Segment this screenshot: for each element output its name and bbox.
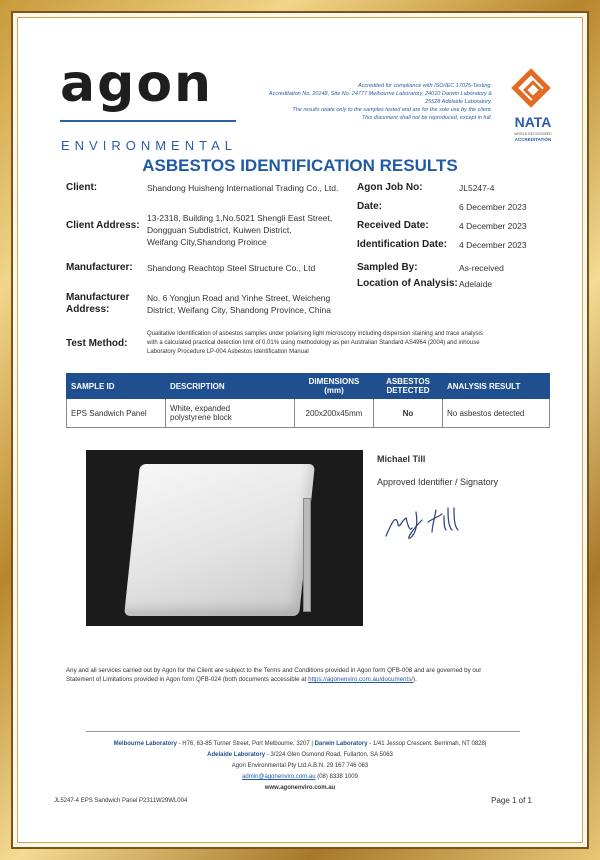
ruler-image (303, 498, 311, 612)
logo-word: agon (60, 54, 214, 114)
date-value: 6 December 2023 (459, 202, 527, 212)
description-line: White, expanded (170, 404, 231, 413)
nata-logo (507, 70, 559, 150)
client-label: Client: (66, 182, 98, 193)
foam-block-image (124, 464, 315, 616)
signature-image (382, 502, 472, 542)
header-analysis-result: ANALYSIS RESULT (443, 374, 550, 399)
accred-line: Accredited for compliance with ISO/IEC 17025-Testing. (357, 83, 492, 89)
manufacturer-address-line: District, Weifang City, Shandong Province, China (147, 305, 331, 315)
page-number: Page 1 of 1 (491, 796, 532, 805)
client-address-line: 13-2318, Building 1,No.5021 Shengli East Street, (147, 213, 333, 223)
job-no-value: JL5247-4 (459, 183, 495, 193)
client-address-line: Weifang City,Shandong Proince (147, 237, 267, 247)
location-value: Adelaide (459, 279, 493, 289)
logo-subtitle: ENVIRONMENTAL (61, 138, 237, 153)
received-date-label: Received Date: (357, 220, 429, 231)
cell-description (166, 399, 295, 428)
results-table (66, 373, 550, 428)
job-no-label: Agon Job No: (357, 182, 423, 193)
footer-website[interactable]: www.agonenviro.com.au (264, 785, 336, 791)
accred-line: This document shall not be reproduced, except in full. (361, 115, 492, 121)
document-title: ASBESTOS IDENTIFICATION RESULTS (142, 156, 458, 175)
sampled-by-value: As-received (459, 263, 504, 273)
terms-text: Statement of Limitations provided in Agon form QFB-024 (both documents accessible at (66, 676, 309, 683)
footer-adelaide-line (30, 750, 570, 761)
received-date-value: 4 December 2023 (459, 221, 527, 231)
logo-underline (60, 120, 236, 122)
footer-company: Agon Environmental Pty Ltd A.B.N. 29 167 746 063 (231, 763, 369, 769)
header-dimensions (295, 374, 374, 399)
test-method-label: Test Method: (66, 338, 128, 349)
document-reference: JL5247-4 EPS Sandwich Panel P2311W29WL004 (54, 798, 188, 804)
terms-statement (66, 666, 556, 684)
client-address-line: Dongguan Subdistrict, Kuiwen District, (147, 225, 292, 235)
cell-result: No asbestos detected (443, 399, 550, 428)
accred-line: Accreditation No. 20148, Site No. 24777 Melbourne Laboratory, 24010 Darwin Laboratory & (268, 91, 492, 97)
terms-text: ). (413, 676, 417, 683)
manufacturer-label: Manufacturer: (66, 262, 133, 273)
adelaide-lab-label: Adelaide Laboratory (207, 752, 266, 758)
footer-labs-line (30, 739, 570, 750)
footer-phone: (08) 8338 1009 (315, 774, 358, 780)
client-value: Shandong Huisheng International Trading Co., Ltd. (147, 183, 339, 193)
footer-divider (86, 731, 520, 732)
melbourne-lab-label: Melbourne Laboratory (113, 741, 177, 747)
table-row (67, 399, 550, 428)
accred-line: 25528 Adelaide Laboratory. (425, 99, 492, 105)
terms-text: Any and all services carried out by Agon for the Client are subject to the Terms and Conditions provided in Agon form QFB-008 and are governed by our (66, 667, 482, 674)
header-dimensions-line: DIMENSIONS (308, 377, 360, 386)
nata-name: NATA (514, 114, 552, 130)
accreditation-statement (230, 82, 492, 122)
manufacturer-value: Shandong Reachtop Steel Structure Co., Ltd (147, 263, 316, 273)
footer-contact (30, 772, 570, 783)
signatory-name: Michael Till (377, 454, 426, 464)
location-label: Location of Analysis: (357, 278, 458, 289)
footer (30, 739, 570, 794)
footer-email[interactable]: admin@agonenviro.com.au (242, 774, 316, 780)
manufacturer-address-label: Manufacturer (66, 292, 130, 303)
darwin-lab-label: Darwin Laboratory (314, 741, 368, 747)
nata-caption2: ACCREDITATION (514, 137, 552, 142)
identification-date-value: 4 December 2023 (459, 240, 527, 250)
documents-link[interactable]: https://agonenviro.com.au/documents/ (308, 676, 414, 683)
accred-line: The results relate only to the samples tested and are for the sole use by the client. (292, 107, 492, 113)
signatory-role: Approved Identifier / Signatory (377, 477, 499, 487)
manufacturer-address-label: Address: (66, 304, 110, 315)
header-dimensions-unit: (mm) (324, 386, 344, 395)
agon-logo (60, 54, 237, 153)
test-method-line: Laboratory Procedure LP-004 Asbestos Identification Manual (147, 349, 309, 355)
description-line: polystyrene block (170, 413, 232, 422)
client-address-label: Client Address: (66, 220, 140, 231)
cell-detected: No (374, 399, 443, 428)
adelaide-lab-address: - 3/224 Glen Osmond Road, Fullarton, SA 5063 (265, 752, 393, 758)
certificate-page (30, 36, 570, 826)
darwin-lab-address: - 1/41 Jessop Crescent, Berrimah, NT 0828| (367, 741, 487, 747)
date-label: Date: (357, 201, 383, 212)
header-asbestos-detected (374, 374, 443, 399)
nata-caption: WORLD RECOGNISED (514, 132, 552, 136)
sample-photo (86, 450, 363, 626)
header-sample-id: SAMPLE ID (67, 374, 166, 399)
melbourne-lab-address: - H76, 63-85 Turner Street, Port Melbourne, 3207 | (176, 741, 315, 747)
sampled-by-label: Sampled By: (357, 262, 418, 273)
test-method-line: Qualitative Identification of asbestos samples under polarising light microscopy including dispersion staining and trace analysis (147, 331, 483, 337)
test-method-line: with a calculated practical detection limit of 0.01% using methodology as per Australian Standard AS4964 (2004) and inhouse (147, 340, 480, 346)
table-header-row (67, 374, 550, 399)
header-description: DESCRIPTION (166, 374, 295, 399)
cell-dimensions: 200x200x45mm (295, 399, 374, 428)
header-detected-line: DETECTED (386, 386, 430, 395)
cell-sample-id: EPS Sandwich Panel (67, 399, 166, 428)
identification-date-label: Identification Date: (357, 239, 448, 250)
manufacturer-address-line: No. 6 Yongjun Road and Yinhe Street, Weicheng (147, 293, 331, 303)
header-asbestos-line: ASBESTOS (386, 377, 430, 386)
